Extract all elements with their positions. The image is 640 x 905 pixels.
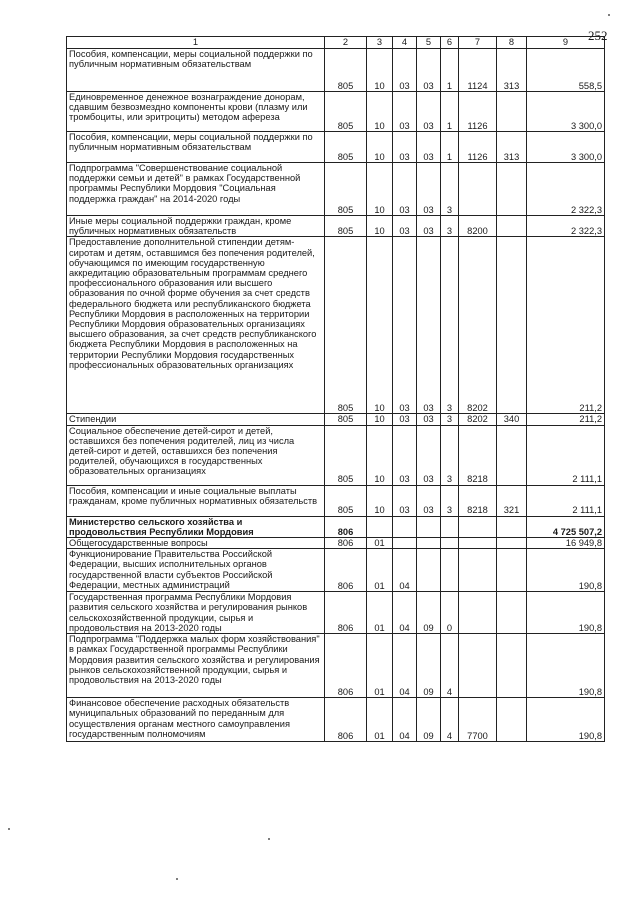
table-row	[67, 132, 605, 163]
code-cell-c6	[441, 516, 459, 537]
row-name-cell: Подпрограмма "Поддержка малых форм хозяйствования" в рамках Государственной программы Республики Мордовия развития сельского хозяйства и регулирования рынков сельскохозяйственной продукции, сырья и продовольствия на 2013-2020 годы	[67, 634, 325, 698]
header-cell: 8	[497, 37, 527, 49]
row-name-cell: Подпрограмма "Совершенствование социальной поддержки семьи и детей" в рамках Государственной программы Республики Мордовия "Социальная поддержка граждан" на 2014-2020 годы	[67, 163, 325, 216]
code-cell-c4: 03	[393, 49, 417, 92]
amount-cell: 2 322,3	[527, 216, 605, 237]
code-cell-c6: 3	[441, 425, 459, 485]
code-cell-c8: 313	[497, 132, 527, 163]
code-cell-c2: 805	[325, 414, 367, 425]
table-row	[67, 485, 605, 516]
code-cell-c2: 805	[325, 216, 367, 237]
row-name-cell: Пособия, компенсации, меры социальной поддержки по публичным нормативным обязательствам	[67, 49, 325, 92]
code-cell-c4: 03	[393, 132, 417, 163]
code-cell-c4: 03	[393, 163, 417, 216]
code-cell-c5: 09	[417, 698, 441, 742]
code-cell-c8	[497, 425, 527, 485]
code-cell-c2: 806	[325, 698, 367, 742]
row-name-cell: Министерство сельского хозяйства и продовольствия Республики Мордовия	[67, 516, 325, 537]
table-row	[67, 216, 605, 237]
code-cell-c6: 3	[441, 163, 459, 216]
code-cell-c3: 10	[367, 414, 393, 425]
code-cell-c6: 3	[441, 485, 459, 516]
code-cell-c7	[459, 592, 497, 634]
code-cell-c4: 03	[393, 216, 417, 237]
amount-cell: 190,8	[527, 592, 605, 634]
code-cell-c2: 806	[325, 634, 367, 698]
code-cell-c7: 8202	[459, 237, 497, 414]
table-row	[67, 425, 605, 485]
code-cell-c7	[459, 634, 497, 698]
header-row	[67, 37, 605, 49]
code-cell-c6: 0	[441, 592, 459, 634]
scan-speck	[608, 14, 610, 16]
code-cell-c5	[417, 538, 441, 549]
code-cell-c2: 805	[325, 132, 367, 163]
code-cell-c2: 805	[325, 425, 367, 485]
code-cell-c7	[459, 549, 497, 592]
code-cell-c6	[441, 538, 459, 549]
code-cell-c4: 04	[393, 698, 417, 742]
code-cell-c7	[459, 163, 497, 216]
code-cell-c8	[497, 634, 527, 698]
code-cell-c3: 10	[367, 163, 393, 216]
code-cell-c8	[497, 549, 527, 592]
code-cell-c8	[497, 592, 527, 634]
amount-cell: 3 300,0	[527, 132, 605, 163]
amount-cell: 211,2	[527, 237, 605, 414]
table-row	[67, 49, 605, 92]
table-row	[67, 92, 605, 132]
row-name-cell: Государственная программа Республики Мордовия развития сельского хозяйства и регулирования рынков сельскохозяйственной продукции, сырья и продовольствия на 2013-2020 годы	[67, 592, 325, 634]
code-cell-c8	[497, 163, 527, 216]
code-cell-c3: 10	[367, 237, 393, 414]
code-cell-c2: 806	[325, 516, 367, 537]
scan-speck	[176, 878, 178, 880]
code-cell-c5: 03	[417, 216, 441, 237]
row-name-cell: Пособия, компенсации и иные социальные выплаты гражданам, кроме публичных нормативных обязательств	[67, 485, 325, 516]
code-cell-c6: 1	[441, 49, 459, 92]
code-cell-c6: 3	[441, 216, 459, 237]
table-row	[67, 237, 605, 414]
table-row	[67, 549, 605, 592]
code-cell-c4: 04	[393, 549, 417, 592]
code-cell-c6: 1	[441, 92, 459, 132]
code-cell-c6	[441, 549, 459, 592]
header-cell: 2	[325, 37, 367, 49]
row-name-cell: Функционирование Правительства Российской Федерации, высших исполнительных органов государственной власти субъектов Российской Федерации, местных администраций	[67, 549, 325, 592]
scan-speck	[8, 828, 10, 830]
code-cell-c5: 03	[417, 485, 441, 516]
table-row	[67, 414, 605, 425]
amount-cell: 4 725 507,2	[527, 516, 605, 537]
code-cell-c3: 10	[367, 49, 393, 92]
code-cell-c2: 805	[325, 92, 367, 132]
header-cell: 4	[393, 37, 417, 49]
code-cell-c3: 10	[367, 132, 393, 163]
table-row	[67, 592, 605, 634]
row-name-cell: Стипендии	[67, 414, 325, 425]
code-cell-c8	[497, 216, 527, 237]
code-cell-c4: 03	[393, 425, 417, 485]
code-cell-c6: 3	[441, 237, 459, 414]
code-cell-c4: 03	[393, 237, 417, 414]
code-cell-c5: 03	[417, 92, 441, 132]
code-cell-c3: 01	[367, 549, 393, 592]
code-cell-c3: 10	[367, 92, 393, 132]
header-cell: 1	[67, 37, 325, 49]
code-cell-c3: 01	[367, 698, 393, 742]
header-cell: 6	[441, 37, 459, 49]
code-cell-c7: 1126	[459, 132, 497, 163]
code-cell-c4: 03	[393, 414, 417, 425]
amount-cell: 3 300,0	[527, 92, 605, 132]
code-cell-c3: 01	[367, 538, 393, 549]
amount-cell: 16 949,8	[527, 538, 605, 549]
code-cell-c2: 805	[325, 163, 367, 216]
code-cell-c3: 10	[367, 485, 393, 516]
code-cell-c8	[497, 237, 527, 414]
code-cell-c7	[459, 538, 497, 549]
amount-cell: 211,2	[527, 414, 605, 425]
row-name-cell: Финансовое обеспечение расходных обязательств муниципальных образований по переданным для осуществления органам местного самоуправления государственным полномочиям	[67, 698, 325, 742]
code-cell-c3: 10	[367, 425, 393, 485]
code-cell-c7: 8218	[459, 485, 497, 516]
amount-cell: 2 111,1	[527, 485, 605, 516]
code-cell-c5: 03	[417, 132, 441, 163]
code-cell-c5: 09	[417, 634, 441, 698]
code-cell-c6: 1	[441, 132, 459, 163]
code-cell-c5: 03	[417, 237, 441, 414]
code-cell-c4	[393, 516, 417, 537]
code-cell-c7: 8218	[459, 425, 497, 485]
amount-cell: 190,8	[527, 634, 605, 698]
header-cell: 7	[459, 37, 497, 49]
budget-table	[66, 36, 605, 742]
code-cell-c8: 340	[497, 414, 527, 425]
row-name-cell: Единовременное денежное вознаграждение донорам, сдавшим безвозмездно компоненты крови (плазму или тромбоциты, или эритроциты) методом афереза	[67, 92, 325, 132]
row-name-cell: Социальное обеспечение детей-сирот и детей, оставшихся без попечения родителей, лиц из числа детей-сирот и детей, оставшихся без попечения родителей, обучающихся в государственных образовательных организациях	[67, 425, 325, 485]
code-cell-c6: 3	[441, 414, 459, 425]
code-cell-c8	[497, 516, 527, 537]
amount-cell: 2 322,3	[527, 163, 605, 216]
code-cell-c5: 03	[417, 163, 441, 216]
code-cell-c8: 313	[497, 49, 527, 92]
code-cell-c7: 1126	[459, 92, 497, 132]
code-cell-c8	[497, 92, 527, 132]
code-cell-c5: 03	[417, 425, 441, 485]
code-cell-c7	[459, 516, 497, 537]
code-cell-c7: 7700	[459, 698, 497, 742]
header-cell: 3	[367, 37, 393, 49]
header-cell: 9	[527, 37, 605, 49]
code-cell-c5	[417, 549, 441, 592]
code-cell-c3: 01	[367, 592, 393, 634]
code-cell-c2: 805	[325, 237, 367, 414]
table-row	[67, 538, 605, 549]
code-cell-c4: 03	[393, 485, 417, 516]
code-cell-c4: 04	[393, 592, 417, 634]
code-cell-c8	[497, 698, 527, 742]
code-cell-c5	[417, 516, 441, 537]
row-name-cell: Иные меры социальной поддержки граждан, кроме публичных нормативных обязательств	[67, 216, 325, 237]
row-name-cell: Пособия, компенсации, меры социальной поддержки по публичным нормативным обязательствам	[67, 132, 325, 163]
amount-cell: 558,5	[527, 49, 605, 92]
code-cell-c7: 8202	[459, 414, 497, 425]
code-cell-c5: 03	[417, 414, 441, 425]
table-row	[67, 698, 605, 742]
code-cell-c2: 805	[325, 485, 367, 516]
code-cell-c7: 8200	[459, 216, 497, 237]
code-cell-c8: 321	[497, 485, 527, 516]
code-cell-c3: 01	[367, 634, 393, 698]
code-cell-c3: 10	[367, 216, 393, 237]
code-cell-c4	[393, 538, 417, 549]
header-cell: 5	[417, 37, 441, 49]
code-cell-c7: 1124	[459, 49, 497, 92]
scan-speck	[268, 838, 270, 840]
code-cell-c5: 03	[417, 49, 441, 92]
amount-cell: 2 111,1	[527, 425, 605, 485]
code-cell-c5: 09	[417, 592, 441, 634]
page-number: 252	[588, 28, 608, 43]
code-cell-c4: 03	[393, 92, 417, 132]
amount-cell: 190,8	[527, 698, 605, 742]
code-cell-c2: 806	[325, 549, 367, 592]
row-name-cell: Предоставление дополнительной стипендии детям-сиротам и детям, оставшимся без попечения родителей, обучающимся по имеющим государственную аккредитацию образовательным программам среднего профессионального образования или высшего образования по очной форме обучения за счет средств федерального бюджета или республиканского бюджета Республики Мордовия в расположенных на территории Республики Мордовия образовательных организациях высшего образования, за счет средств республиканского бюджета Республики Мордовия в расположенных на территории Республики Мордовия государственных профессиональных образовательных организациях	[67, 237, 325, 414]
code-cell-c6: 4	[441, 634, 459, 698]
amount-cell: 190,8	[527, 549, 605, 592]
code-cell-c6: 4	[441, 698, 459, 742]
code-cell-c2: 805	[325, 49, 367, 92]
code-cell-c2: 806	[325, 592, 367, 634]
row-name-cell: Общегосударственные вопросы	[67, 538, 325, 549]
code-cell-c2: 806	[325, 538, 367, 549]
code-cell-c8	[497, 538, 527, 549]
table-row	[67, 163, 605, 216]
table-row	[67, 634, 605, 698]
code-cell-c4: 04	[393, 634, 417, 698]
code-cell-c3	[367, 516, 393, 537]
table-body	[67, 37, 605, 742]
table-row	[67, 516, 605, 537]
